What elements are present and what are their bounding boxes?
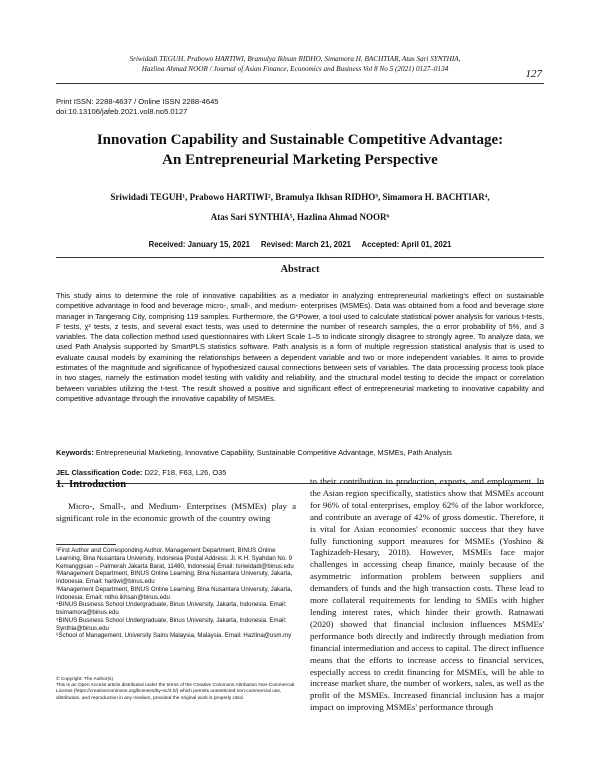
paper-title-line-2: An Entrepreneurial Marketing Perspective — [162, 152, 438, 168]
page-number: 127 — [525, 68, 542, 80]
abstract-body: This study aims to determine the role of innovative capabilities as a mediator in analyzing entrepreneurial marketing's effect on sustainable competitive advantage in food and beverage micro-, small-, and medium- enterprises (MSMEs). Data was obtained from a food and beverage store manager in Tangerang City, comprising 119 samples. Furthermore, the G*Power, a tool used to calculate statistical power analysis for various t-tests, F tests, χ² tests, z tests, and several exact tests, was used to determine the number of research samples, the α error probability of 5%, and 3 variables. The data collection method used questionnaires with Likert Scale 1–5 to indicate strongly disagree to strongly agree. To analyze data, we used Path Analysis supported by SmartPLS statistics software. Path analysis is a form of multiple regression statistical analysis that is used to evaluate causal models by examining the relationships between a dependent variable and two or more independent variables. It aims to provide estimates of the magnitude and significance of hypothesized causal connections between sets of variables. The data processing process took place in two stages, namely the estimation model testing with validity and reliability, and the structural model testing to decide the impact or correlation between variables utilizing the t-test. The result showed a positive and significant effect of entrepreneurial marketing to innovative capability and competitive advantage through the innovative capability of MSMEs. — [56, 291, 544, 403]
paper-title — [56, 130, 544, 170]
jel-text: D22, F18, F63, L26, O35 — [142, 468, 227, 477]
abstract-heading: Abstract — [280, 264, 320, 275]
author-footnotes — [56, 547, 296, 640]
header-divider — [56, 83, 544, 84]
footnote-4: ⁴BINUS Business School Undergraduate, Binus University, Jakarta, Indonesia. Email: bsimamora@binus.edu — [56, 601, 287, 616]
abstract-top-divider — [56, 257, 544, 258]
footnote-2: ²Management Department, BINUS Online Learning, Bina Nusantara University, Jakarta, Indonesia. Email: hartiwi@binus.edu — [56, 570, 293, 585]
introduction-heading: 1. Introduction — [56, 479, 127, 490]
issn-line: Print ISSN: 2288-4637 / Online ISSN 2288-4645 — [56, 97, 219, 106]
footnote-1: ¹First Author and Corresponding Author. Management Department, BINUS Online Learning, Bina Nusantara University, Indonesia [Postal Address: Jl. K H. Syahdan No. 9 Kemanggisan – Palmerah Jakarta Barat, 11480, Indonesia] Email: tsriwidadi@binus.edu — [56, 547, 294, 570]
paper-title-line-1: Innovation Capability and Sustainable Competitive Advantage: — [96, 132, 504, 148]
author-line-1: Sriwidadi TEGUH¹, Prabowo HARTIWI², Bramulya Ikhsan RIDHO³, Simamora H. BACHTIAR⁴, — [110, 192, 490, 202]
jel-label: JEL Classification Code: — [56, 468, 143, 477]
author-line-2: Atas Sari SYNTHIA⁵, Hazlina Ahmad NOOR⁶ — [210, 212, 390, 222]
introduction-left-column: Micro-, Small-, and Medium- Enterprises (MSMEs) play a significant role in the economic growth of the country owing — [56, 501, 296, 523]
submission-dates: Received: January 15, 2021 Revised: March 21, 2021 Accepted: April 01, 2021 — [148, 240, 452, 249]
author-list — [70, 187, 530, 227]
issn-block — [56, 97, 219, 117]
keywords — [56, 448, 544, 457]
running-header-line-1: Sriwidadi TEGUH, Prabowo HARTIWI, Bramulya Ikhsan RIDHO, Simamora H. BACHTIAR, Atas Sari SYNTHIA, — [129, 55, 461, 63]
footnote-6: ⁶School of Management, University Sains Malaysia, Malaysia. Email: Hazlina@usm.my — [56, 632, 292, 640]
footnote-3: ³Management Department, BINUS Online Learning, Bina Nusantara University, Jakarta, Indonesia. Email: ridho.ikhsan@binus.edu — [56, 585, 293, 601]
license-text: This is an Open Access article distributed under the terms of the Creative Commons Attribution Non-Commercial License (https://creativecommons.org/licenses/by-nc/4.0/) which permits unrestricted non-commercial use, distribution, and reproduction in any medium, provided the original work is properly cited. — [56, 683, 295, 701]
running-header — [60, 54, 530, 74]
copyright-notice — [56, 677, 296, 702]
footnote-5: ⁵BINUS Business School Undergraduate, Binus University, Jakarta, Indonesia. Email: Synthia@binus.edu — [56, 616, 287, 632]
introduction-right-column: to their contribution to production, exports, and employment. In the Asian region specifically, statistics show that MSMEs account for 96% of total enterprises, employ 62% of the labor workforce, and contribute an average of 42% of gross domestic. Therefore, it is vital for Asian economies' economic success that they have fully functioning support measures for MSMEs (Yoshino & Taghizadeh-Hesary, 2018). However, MSMEs face major challenges in accessing cheap finance, mainly because of the asymmetric information problem between suppliers and demanders of funds and the high transaction costs. These lead to more collateral requirements for lending to SMEs with higher lending interest rates, which hinder their growth. Ratnawati (2020) showed that financial inclusion influences MSMEs' performance both directly and indirectly through mediation from financial intermediation and access to capital. The direct influence means that the efforts to increase access to financial services, especially access to credit financing for MSMEs, will be able to increase market share, the number of workers, sales, as well as the profit of the MSMEs. Increased financial inclusion has a major impact on improving MSMEs' performance through — [310, 476, 544, 713]
footnote-divider — [56, 544, 116, 545]
running-header-line-2: Hazlina Ahmad NOOR / Journal of Asian Finance, Economics and Business Vol 8 No 5 (2021) 0127–0134 — [141, 65, 449, 73]
copyright-line: © Copyright: The Author(s) — [56, 677, 114, 682]
doi-line: doi:10.13106/jafeb.2021.vol8.no5.0127 — [56, 107, 188, 116]
keywords-label: Keywords: — [56, 448, 94, 457]
keywords-text: Entrepreneurial Marketing, Innovative Capability, Sustainable Competitive Advantage, MSMEs, Path Analysis — [93, 448, 452, 457]
